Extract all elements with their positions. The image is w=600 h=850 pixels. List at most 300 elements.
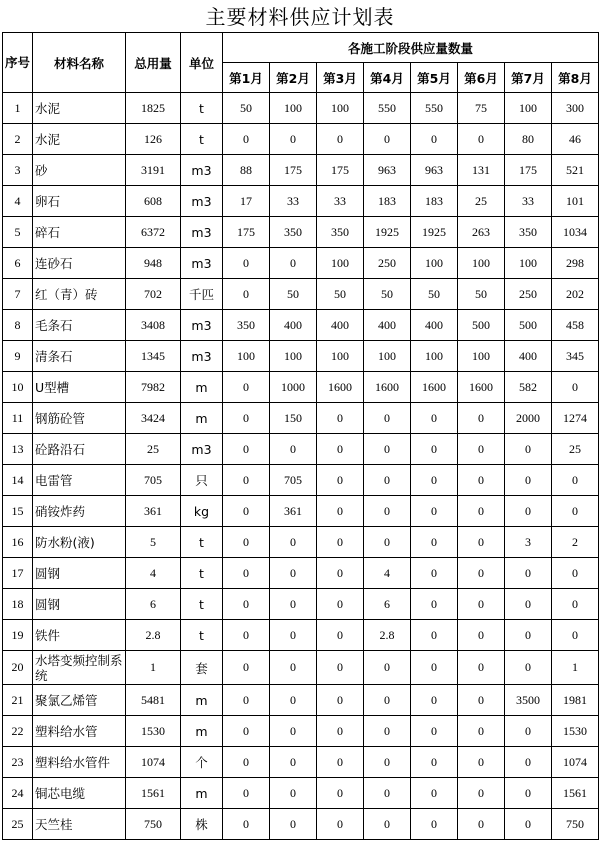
table-row xyxy=(3,93,599,124)
cell-total: 5481 xyxy=(126,685,181,716)
page-title: 主要材料供应计划表 xyxy=(205,5,395,29)
cell-month-6: 0 xyxy=(458,685,505,716)
cell-month-8: 1074 xyxy=(552,747,599,778)
header-unit: 单位 xyxy=(181,33,223,93)
cell-month-8: 1561 xyxy=(552,778,599,809)
cell-month-2: 100 xyxy=(270,341,317,372)
cell-month-3: 0 xyxy=(317,651,364,685)
cell-material-name: 塑料给水管件 xyxy=(33,747,126,778)
cell-month-8: 1530 xyxy=(552,716,599,747)
cell-month-3: 0 xyxy=(317,747,364,778)
cell-material-name: 毛条石 xyxy=(33,310,126,341)
cell-month-3: 1600 xyxy=(317,372,364,403)
cell-month-5: 963 xyxy=(411,155,458,186)
cell-total: 1 xyxy=(126,651,181,685)
cell-month-4: 0 xyxy=(364,403,411,434)
cell-month-7: 0 xyxy=(505,620,552,651)
cell-month-3: 0 xyxy=(317,809,364,840)
header-month-8: 第8月 xyxy=(552,63,599,93)
cell-total: 948 xyxy=(126,248,181,279)
table-row xyxy=(3,248,599,279)
cell-month-2: 0 xyxy=(270,809,317,840)
cell-month-6: 0 xyxy=(458,716,505,747)
cell-month-6: 0 xyxy=(458,558,505,589)
cell-total: 126 xyxy=(126,124,181,155)
cell-month-7: 3500 xyxy=(505,685,552,716)
cell-month-7: 0 xyxy=(505,558,552,589)
table-row xyxy=(3,496,599,527)
cell-month-7: 582 xyxy=(505,372,552,403)
cell-month-2: 0 xyxy=(270,124,317,155)
cell-month-1: 0 xyxy=(223,651,270,685)
cell-month-2: 0 xyxy=(270,716,317,747)
cell-month-8: 0 xyxy=(552,465,599,496)
cell-month-8: 1034 xyxy=(552,217,599,248)
cell-unit: 只 xyxy=(181,465,223,496)
cell-month-3: 50 xyxy=(317,279,364,310)
cell-month-1: 0 xyxy=(223,372,270,403)
cell-month-3: 0 xyxy=(317,124,364,155)
cell-seq: 18 xyxy=(3,589,33,620)
cell-month-1: 175 xyxy=(223,217,270,248)
cell-month-6: 1600 xyxy=(458,372,505,403)
cell-month-8: 0 xyxy=(552,589,599,620)
cell-month-1: 0 xyxy=(223,434,270,465)
header-seq: 序号 xyxy=(3,33,33,93)
cell-month-6: 0 xyxy=(458,527,505,558)
cell-month-8: 0 xyxy=(552,558,599,589)
cell-material-name: 铜芯电缆 xyxy=(33,778,126,809)
cell-month-7: 2000 xyxy=(505,403,552,434)
cell-month-7: 250 xyxy=(505,279,552,310)
cell-seq: 14 xyxy=(3,465,33,496)
cell-month-6: 0 xyxy=(458,620,505,651)
cell-month-7: 0 xyxy=(505,778,552,809)
cell-unit: t xyxy=(181,620,223,651)
cell-month-3: 0 xyxy=(317,778,364,809)
cell-seq: 23 xyxy=(3,747,33,778)
cell-unit: m xyxy=(181,403,223,434)
cell-material-name: 水塔变频控制系统 xyxy=(33,651,126,685)
cell-month-4: 2.8 xyxy=(364,620,411,651)
cell-month-1: 0 xyxy=(223,685,270,716)
cell-month-2: 0 xyxy=(270,589,317,620)
cell-month-7: 0 xyxy=(505,716,552,747)
cell-month-5: 0 xyxy=(411,124,458,155)
header-month-2: 第2月 xyxy=(270,63,317,93)
cell-month-4: 0 xyxy=(364,809,411,840)
cell-material-name: 钢筋砼管 xyxy=(33,403,126,434)
cell-month-6: 0 xyxy=(458,589,505,620)
cell-month-5: 0 xyxy=(411,809,458,840)
cell-seq: 25 xyxy=(3,809,33,840)
cell-seq: 9 xyxy=(3,341,33,372)
cell-month-2: 705 xyxy=(270,465,317,496)
cell-month-2: 350 xyxy=(270,217,317,248)
table-row xyxy=(3,527,599,558)
header-month-5: 第5月 xyxy=(411,63,458,93)
cell-month-3: 0 xyxy=(317,496,364,527)
cell-month-6: 0 xyxy=(458,124,505,155)
cell-month-5: 0 xyxy=(411,558,458,589)
cell-month-5: 0 xyxy=(411,527,458,558)
cell-month-6: 0 xyxy=(458,403,505,434)
cell-total: 1074 xyxy=(126,747,181,778)
cell-seq: 2 xyxy=(3,124,33,155)
cell-total: 5 xyxy=(126,527,181,558)
cell-month-1: 0 xyxy=(223,496,270,527)
cell-month-3: 0 xyxy=(317,685,364,716)
cell-month-7: 0 xyxy=(505,496,552,527)
cell-unit: m xyxy=(181,685,223,716)
cell-total: 3408 xyxy=(126,310,181,341)
cell-month-5: 1600 xyxy=(411,372,458,403)
cell-month-5: 100 xyxy=(411,248,458,279)
cell-month-7: 0 xyxy=(505,589,552,620)
cell-total: 2.8 xyxy=(126,620,181,651)
cell-month-5: 0 xyxy=(411,685,458,716)
cell-month-3: 100 xyxy=(317,341,364,372)
table-row xyxy=(3,809,599,840)
cell-seq: 24 xyxy=(3,778,33,809)
cell-month-6: 25 xyxy=(458,186,505,217)
cell-month-3: 0 xyxy=(317,434,364,465)
cell-month-8: 298 xyxy=(552,248,599,279)
header-total: 总用量 xyxy=(126,33,181,93)
cell-month-3: 400 xyxy=(317,310,364,341)
cell-month-8: 1274 xyxy=(552,403,599,434)
cell-material-name: 塑料给水管 xyxy=(33,716,126,747)
cell-month-4: 0 xyxy=(364,651,411,685)
cell-month-2: 100 xyxy=(270,93,317,124)
cell-month-8: 202 xyxy=(552,279,599,310)
cell-seq: 11 xyxy=(3,403,33,434)
cell-unit: m3 xyxy=(181,248,223,279)
cell-seq: 3 xyxy=(3,155,33,186)
cell-month-2: 0 xyxy=(270,685,317,716)
cell-unit: m xyxy=(181,716,223,747)
cell-month-4: 0 xyxy=(364,434,411,465)
table-row xyxy=(3,778,599,809)
cell-month-4: 100 xyxy=(364,341,411,372)
table-row xyxy=(3,747,599,778)
cell-material-name: 水泥 xyxy=(33,124,126,155)
cell-material-name: U型槽 xyxy=(33,372,126,403)
cell-month-1: 0 xyxy=(223,558,270,589)
table-row xyxy=(3,558,599,589)
cell-month-1: 0 xyxy=(223,527,270,558)
cell-month-8: 300 xyxy=(552,93,599,124)
cell-month-3: 33 xyxy=(317,186,364,217)
cell-material-name: 碎石 xyxy=(33,217,126,248)
cell-seq: 13 xyxy=(3,434,33,465)
cell-month-4: 1600 xyxy=(364,372,411,403)
cell-month-1: 17 xyxy=(223,186,270,217)
cell-month-1: 0 xyxy=(223,620,270,651)
cell-month-6: 0 xyxy=(458,651,505,685)
cell-month-5: 0 xyxy=(411,403,458,434)
cell-month-8: 345 xyxy=(552,341,599,372)
cell-month-6: 100 xyxy=(458,341,505,372)
cell-unit: 套 xyxy=(181,651,223,685)
cell-month-7: 175 xyxy=(505,155,552,186)
cell-month-4: 0 xyxy=(364,778,411,809)
cell-month-4: 50 xyxy=(364,279,411,310)
cell-total: 4 xyxy=(126,558,181,589)
cell-month-4: 1925 xyxy=(364,217,411,248)
cell-month-2: 0 xyxy=(270,778,317,809)
cell-material-name: 连砂石 xyxy=(33,248,126,279)
cell-total: 1825 xyxy=(126,93,181,124)
table-row xyxy=(3,341,599,372)
cell-month-7: 33 xyxy=(505,186,552,217)
table-row xyxy=(3,434,599,465)
cell-month-5: 0 xyxy=(411,747,458,778)
cell-month-4: 550 xyxy=(364,93,411,124)
cell-material-name: 砼路沿石 xyxy=(33,434,126,465)
cell-month-2: 175 xyxy=(270,155,317,186)
cell-month-3: 0 xyxy=(317,527,364,558)
cell-total: 7982 xyxy=(126,372,181,403)
header-month-6: 第6月 xyxy=(458,63,505,93)
cell-month-3: 175 xyxy=(317,155,364,186)
cell-month-5: 0 xyxy=(411,589,458,620)
cell-month-4: 0 xyxy=(364,685,411,716)
cell-seq: 17 xyxy=(3,558,33,589)
table-row xyxy=(3,465,599,496)
cell-month-8: 521 xyxy=(552,155,599,186)
cell-month-1: 0 xyxy=(223,809,270,840)
cell-month-6: 0 xyxy=(458,496,505,527)
cell-total: 361 xyxy=(126,496,181,527)
cell-month-3: 0 xyxy=(317,716,364,747)
cell-material-name: 卵石 xyxy=(33,186,126,217)
cell-month-3: 0 xyxy=(317,558,364,589)
cell-seq: 5 xyxy=(3,217,33,248)
cell-month-7: 0 xyxy=(505,651,552,685)
cell-month-4: 183 xyxy=(364,186,411,217)
cell-month-4: 4 xyxy=(364,558,411,589)
cell-month-8: 750 xyxy=(552,809,599,840)
cell-seq: 7 xyxy=(3,279,33,310)
cell-material-name: 砂 xyxy=(33,155,126,186)
cell-month-4: 0 xyxy=(364,465,411,496)
cell-month-5: 100 xyxy=(411,341,458,372)
cell-unit: kg xyxy=(181,496,223,527)
cell-unit: t xyxy=(181,589,223,620)
table-row xyxy=(3,716,599,747)
cell-unit: m xyxy=(181,778,223,809)
cell-unit: t xyxy=(181,527,223,558)
table-row xyxy=(3,217,599,248)
cell-total: 750 xyxy=(126,809,181,840)
cell-unit: m3 xyxy=(181,310,223,341)
header-month-7: 第7月 xyxy=(505,63,552,93)
cell-month-8: 0 xyxy=(552,496,599,527)
cell-month-1: 50 xyxy=(223,93,270,124)
table-header xyxy=(3,33,599,93)
cell-material-name: 圆钢 xyxy=(33,558,126,589)
cell-month-2: 0 xyxy=(270,620,317,651)
cell-unit: m xyxy=(181,372,223,403)
cell-month-6: 0 xyxy=(458,747,505,778)
cell-month-2: 0 xyxy=(270,651,317,685)
cell-month-6: 100 xyxy=(458,248,505,279)
cell-month-1: 0 xyxy=(223,465,270,496)
cell-month-4: 400 xyxy=(364,310,411,341)
cell-total: 6372 xyxy=(126,217,181,248)
cell-month-2: 0 xyxy=(270,434,317,465)
cell-month-1: 0 xyxy=(223,716,270,747)
table-row xyxy=(3,651,599,685)
cell-total: 6 xyxy=(126,589,181,620)
cell-unit: 株 xyxy=(181,809,223,840)
cell-month-7: 100 xyxy=(505,93,552,124)
table-row xyxy=(3,155,599,186)
table-row xyxy=(3,620,599,651)
cell-month-5: 1925 xyxy=(411,217,458,248)
cell-month-6: 263 xyxy=(458,217,505,248)
cell-month-6: 500 xyxy=(458,310,505,341)
cell-month-8: 2 xyxy=(552,527,599,558)
cell-unit: 千匹 xyxy=(181,279,223,310)
cell-unit: m3 xyxy=(181,341,223,372)
cell-month-6: 0 xyxy=(458,778,505,809)
cell-unit: t xyxy=(181,93,223,124)
cell-material-name: 硝铵炸药 xyxy=(33,496,126,527)
cell-unit: t xyxy=(181,558,223,589)
cell-month-6: 131 xyxy=(458,155,505,186)
cell-month-5: 0 xyxy=(411,434,458,465)
cell-seq: 10 xyxy=(3,372,33,403)
cell-month-4: 963 xyxy=(364,155,411,186)
header-month-4: 第4月 xyxy=(364,63,411,93)
cell-seq: 6 xyxy=(3,248,33,279)
cell-seq: 20 xyxy=(3,651,33,685)
header-material-name: 材料名称 xyxy=(33,33,126,93)
cell-material-name: 聚氯乙烯管 xyxy=(33,685,126,716)
cell-month-1: 0 xyxy=(223,279,270,310)
cell-material-name: 清条石 xyxy=(33,341,126,372)
cell-month-1: 0 xyxy=(223,589,270,620)
cell-seq: 22 xyxy=(3,716,33,747)
cell-total: 702 xyxy=(126,279,181,310)
cell-month-2: 400 xyxy=(270,310,317,341)
cell-month-7: 0 xyxy=(505,809,552,840)
cell-month-1: 88 xyxy=(223,155,270,186)
cell-month-6: 50 xyxy=(458,279,505,310)
cell-month-5: 0 xyxy=(411,465,458,496)
cell-month-5: 0 xyxy=(411,620,458,651)
cell-total: 1530 xyxy=(126,716,181,747)
header-stage-group: 各施工阶段供应量数量 xyxy=(223,33,599,63)
cell-month-8: 458 xyxy=(552,310,599,341)
cell-seq: 1 xyxy=(3,93,33,124)
cell-month-1: 0 xyxy=(223,403,270,434)
cell-month-2: 33 xyxy=(270,186,317,217)
cell-month-3: 0 xyxy=(317,620,364,651)
cell-month-3: 0 xyxy=(317,465,364,496)
cell-total: 1345 xyxy=(126,341,181,372)
cell-month-6: 0 xyxy=(458,465,505,496)
cell-month-6: 75 xyxy=(458,93,505,124)
header-month-1: 第1月 xyxy=(223,63,270,93)
cell-material-name: 圆钢 xyxy=(33,589,126,620)
cell-month-7: 80 xyxy=(505,124,552,155)
cell-seq: 15 xyxy=(3,496,33,527)
cell-month-2: 50 xyxy=(270,279,317,310)
table-row xyxy=(3,372,599,403)
cell-material-name: 天竺桂 xyxy=(33,809,126,840)
cell-month-5: 183 xyxy=(411,186,458,217)
cell-month-5: 400 xyxy=(411,310,458,341)
cell-month-7: 0 xyxy=(505,434,552,465)
table-row xyxy=(3,685,599,716)
cell-month-8: 1981 xyxy=(552,685,599,716)
cell-month-1: 0 xyxy=(223,747,270,778)
cell-month-2: 361 xyxy=(270,496,317,527)
cell-month-1: 0 xyxy=(223,778,270,809)
cell-unit: t xyxy=(181,124,223,155)
cell-month-5: 0 xyxy=(411,716,458,747)
cell-total: 705 xyxy=(126,465,181,496)
cell-month-2: 150 xyxy=(270,403,317,434)
table-row xyxy=(3,186,599,217)
cell-month-8: 1 xyxy=(552,651,599,685)
cell-month-2: 0 xyxy=(270,558,317,589)
cell-month-6: 0 xyxy=(458,809,505,840)
cell-seq: 21 xyxy=(3,685,33,716)
cell-seq: 19 xyxy=(3,620,33,651)
cell-month-8: 101 xyxy=(552,186,599,217)
cell-month-3: 100 xyxy=(317,248,364,279)
cell-month-8: 0 xyxy=(552,620,599,651)
cell-month-3: 0 xyxy=(317,589,364,620)
cell-month-5: 0 xyxy=(411,496,458,527)
cell-month-3: 100 xyxy=(317,93,364,124)
cell-month-1: 100 xyxy=(223,341,270,372)
cell-month-7: 350 xyxy=(505,217,552,248)
cell-month-5: 550 xyxy=(411,93,458,124)
cell-unit: m3 xyxy=(181,217,223,248)
cell-month-5: 50 xyxy=(411,279,458,310)
cell-month-7: 3 xyxy=(505,527,552,558)
cell-seq: 4 xyxy=(3,186,33,217)
cell-unit: m3 xyxy=(181,155,223,186)
cell-month-4: 0 xyxy=(364,496,411,527)
cell-month-2: 0 xyxy=(270,747,317,778)
cell-month-4: 0 xyxy=(364,716,411,747)
cell-total: 3191 xyxy=(126,155,181,186)
cell-material-name: 红（青）砖 xyxy=(33,279,126,310)
cell-material-name: 铁件 xyxy=(33,620,126,651)
cell-seq: 8 xyxy=(3,310,33,341)
cell-month-6: 0 xyxy=(458,434,505,465)
cell-month-7: 0 xyxy=(505,465,552,496)
cell-month-2: 1000 xyxy=(270,372,317,403)
cell-month-4: 6 xyxy=(364,589,411,620)
cell-unit: 个 xyxy=(181,747,223,778)
cell-month-7: 400 xyxy=(505,341,552,372)
cell-total: 1561 xyxy=(126,778,181,809)
cell-month-8: 25 xyxy=(552,434,599,465)
cell-unit: m3 xyxy=(181,186,223,217)
header-month-3: 第3月 xyxy=(317,63,364,93)
cell-month-4: 0 xyxy=(364,124,411,155)
table-row xyxy=(3,589,599,620)
cell-month-2: 0 xyxy=(270,527,317,558)
cell-material-name: 防水粉(液) xyxy=(33,527,126,558)
